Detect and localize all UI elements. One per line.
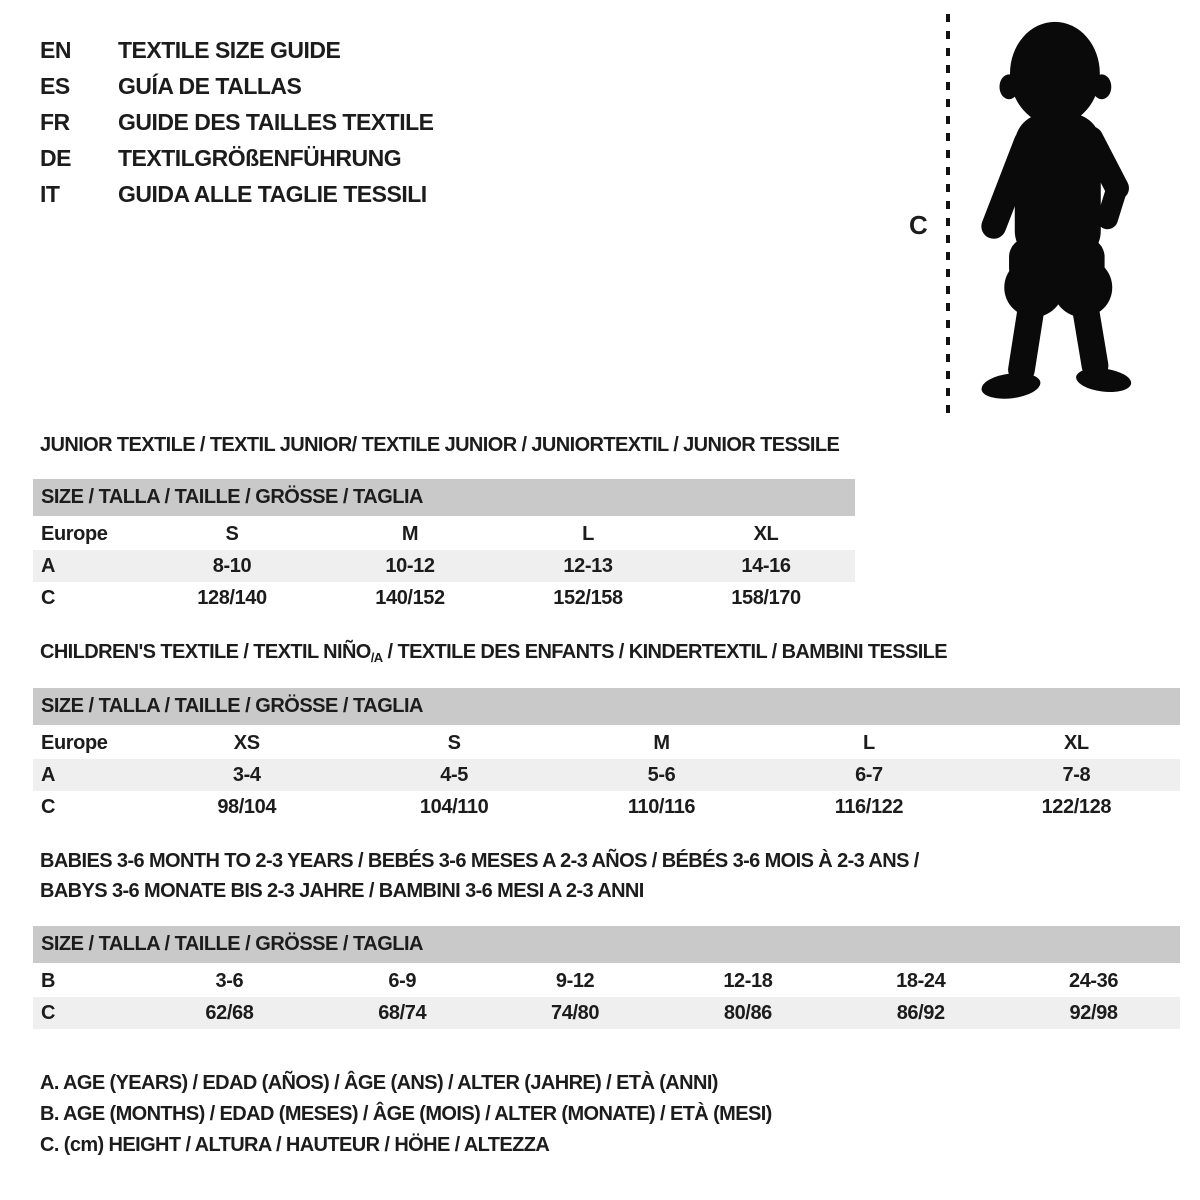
height-measure-figure bbox=[893, 8, 1173, 426]
value-cell: 10-12 bbox=[385, 554, 435, 577]
value-cell: 9-12 bbox=[555, 969, 595, 992]
value-cell: 6-9 bbox=[388, 969, 417, 992]
table-row-europe bbox=[33, 727, 1180, 759]
row-label: A bbox=[41, 554, 56, 577]
table-row-months bbox=[33, 965, 1180, 997]
row-label: C bbox=[41, 1001, 56, 1024]
table-row-height bbox=[33, 997, 1180, 1029]
value-cell: 86/92 bbox=[896, 1001, 945, 1024]
children-title-rest: / TEXTILE DES ENFANTS / KINDERTEXTIL / BAMBINI TESSILE bbox=[382, 641, 948, 663]
table-row-age bbox=[33, 550, 855, 582]
size-cell: L bbox=[582, 522, 594, 545]
table-row-europe bbox=[33, 518, 855, 550]
junior-size-table bbox=[33, 479, 855, 614]
value-cell: 14-16 bbox=[741, 554, 791, 577]
language-code: ES bbox=[40, 72, 70, 99]
junior-section-title: JUNIOR TEXTILE / TEXTIL JUNIOR/ TEXTILE JUNIOR / JUNIORTEXTIL / JUNIOR TESSILE bbox=[40, 434, 840, 456]
language-title: TEXTILE SIZE GUIDE bbox=[118, 36, 341, 63]
height-measure-label: C bbox=[909, 210, 928, 240]
row-label: B bbox=[41, 969, 56, 992]
value-cell: 158/170 bbox=[731, 586, 801, 609]
language-row-fr bbox=[40, 104, 434, 140]
language-row-es bbox=[40, 68, 434, 104]
language-code: FR bbox=[40, 108, 70, 135]
size-cell: XS bbox=[233, 731, 260, 754]
children-size-table bbox=[33, 688, 1180, 823]
value-cell: 92/98 bbox=[1069, 1001, 1118, 1024]
value-cell: 68/74 bbox=[378, 1001, 427, 1024]
value-cell: 3-4 bbox=[232, 763, 261, 786]
size-cell: M bbox=[653, 731, 670, 754]
value-cell: 140/152 bbox=[375, 586, 445, 609]
size-cell: S bbox=[225, 522, 239, 545]
language-title: GUIDA ALLE TAGLIE TESSILI bbox=[118, 180, 427, 207]
table-row-age bbox=[33, 759, 1180, 791]
language-row-it bbox=[40, 176, 434, 212]
value-cell: 152/158 bbox=[553, 586, 623, 609]
language-code: EN bbox=[40, 36, 71, 63]
measure-legend bbox=[40, 1068, 772, 1161]
size-cell: M bbox=[401, 522, 419, 545]
value-cell: 110/116 bbox=[627, 795, 696, 818]
value-cell: 24-36 bbox=[1068, 969, 1119, 992]
children-section-title bbox=[40, 641, 947, 665]
language-title-list bbox=[40, 32, 434, 212]
language-title: GUIDE DES TAILLES TEXTILE bbox=[118, 108, 434, 135]
value-cell: 7-8 bbox=[1062, 763, 1091, 786]
value-cell: 8-10 bbox=[212, 554, 252, 577]
value-cell: 18-24 bbox=[896, 969, 946, 992]
row-label: Europe bbox=[41, 522, 108, 545]
row-label: C bbox=[41, 586, 56, 609]
children-title-main: CHILDREN'S TEXTILE / TEXTIL NIÑO bbox=[40, 641, 371, 663]
language-code: DE bbox=[40, 144, 71, 171]
language-code: IT bbox=[40, 180, 60, 207]
language-row-de bbox=[40, 140, 434, 176]
babies-size-table bbox=[33, 926, 1180, 1029]
value-cell: 104/110 bbox=[419, 795, 489, 818]
size-cell: XL bbox=[753, 522, 779, 545]
size-header-bar: SIZE / TALLA / TAILLE / GRÖSSE / TAGLIA bbox=[33, 688, 1180, 725]
size-cell: XL bbox=[1063, 731, 1089, 754]
value-cell: 4-5 bbox=[440, 763, 468, 786]
value-cell: 98/104 bbox=[217, 795, 277, 818]
table-row-height bbox=[33, 582, 855, 614]
value-cell: 116/122 bbox=[834, 795, 904, 818]
size-cell: S bbox=[447, 731, 461, 754]
language-title: TEXTILGRÖßENFÜHRUNG bbox=[118, 144, 402, 171]
language-row-en bbox=[40, 32, 434, 68]
size-header-bar: SIZE / TALLA / TAILLE / GRÖSSE / TAGLIA bbox=[33, 479, 855, 516]
legend-line-c: C. (cm) HEIGHT / ALTURA / HAUTEUR / HÖHE / ALTEZZA bbox=[40, 1134, 550, 1156]
babies-section-title-line1: BABIES 3-6 MONTH TO 2-3 YEARS / BEBÉS 3-6 MESES A 2-3 AÑOS / BÉBÉS 3-6 MOIS À 2-3 ANS / bbox=[40, 850, 919, 872]
row-label: C bbox=[41, 795, 56, 818]
table-row-height bbox=[33, 791, 1180, 823]
legend-line-b: B. AGE (MONTHS) / EDAD (MESES) / ÂGE (MOIS) / ALTER (MONATE) / ETÀ (MESI) bbox=[40, 1103, 772, 1125]
value-cell: 128/140 bbox=[197, 586, 267, 609]
value-cell: 5-6 bbox=[647, 763, 676, 786]
size-cell: L bbox=[863, 731, 875, 754]
babies-section-title-line2: BABYS 3-6 MONATE BIS 2-3 JAHRE / BAMBINI 3-6 MESI A 2-3 ANNI bbox=[40, 880, 644, 902]
height-dashed-line bbox=[945, 14, 951, 418]
value-cell: 12-13 bbox=[563, 554, 613, 577]
value-cell: 122/128 bbox=[1041, 795, 1112, 818]
row-label: Europe bbox=[41, 731, 108, 754]
value-cell: 74/80 bbox=[551, 1001, 600, 1024]
row-label: A bbox=[41, 763, 56, 786]
language-title: GUÍA DE TALLAS bbox=[118, 72, 302, 99]
value-cell: 12-18 bbox=[723, 969, 773, 992]
children-title-sub: /A bbox=[370, 650, 383, 665]
value-cell: 62/68 bbox=[205, 1001, 254, 1024]
legend-line-a: A. AGE (YEARS) / EDAD (AÑOS) / ÂGE (ANS) / ALTER (JAHRE) / ETÀ (ANNI) bbox=[40, 1072, 718, 1094]
value-cell: 6-7 bbox=[855, 763, 883, 786]
value-cell: 3-6 bbox=[215, 969, 244, 992]
baby-silhouette-icon bbox=[967, 8, 1139, 416]
value-cell: 80/86 bbox=[723, 1001, 772, 1024]
size-header-bar: SIZE / TALLA / TAILLE / GRÖSSE / TAGLIA bbox=[33, 926, 1180, 963]
